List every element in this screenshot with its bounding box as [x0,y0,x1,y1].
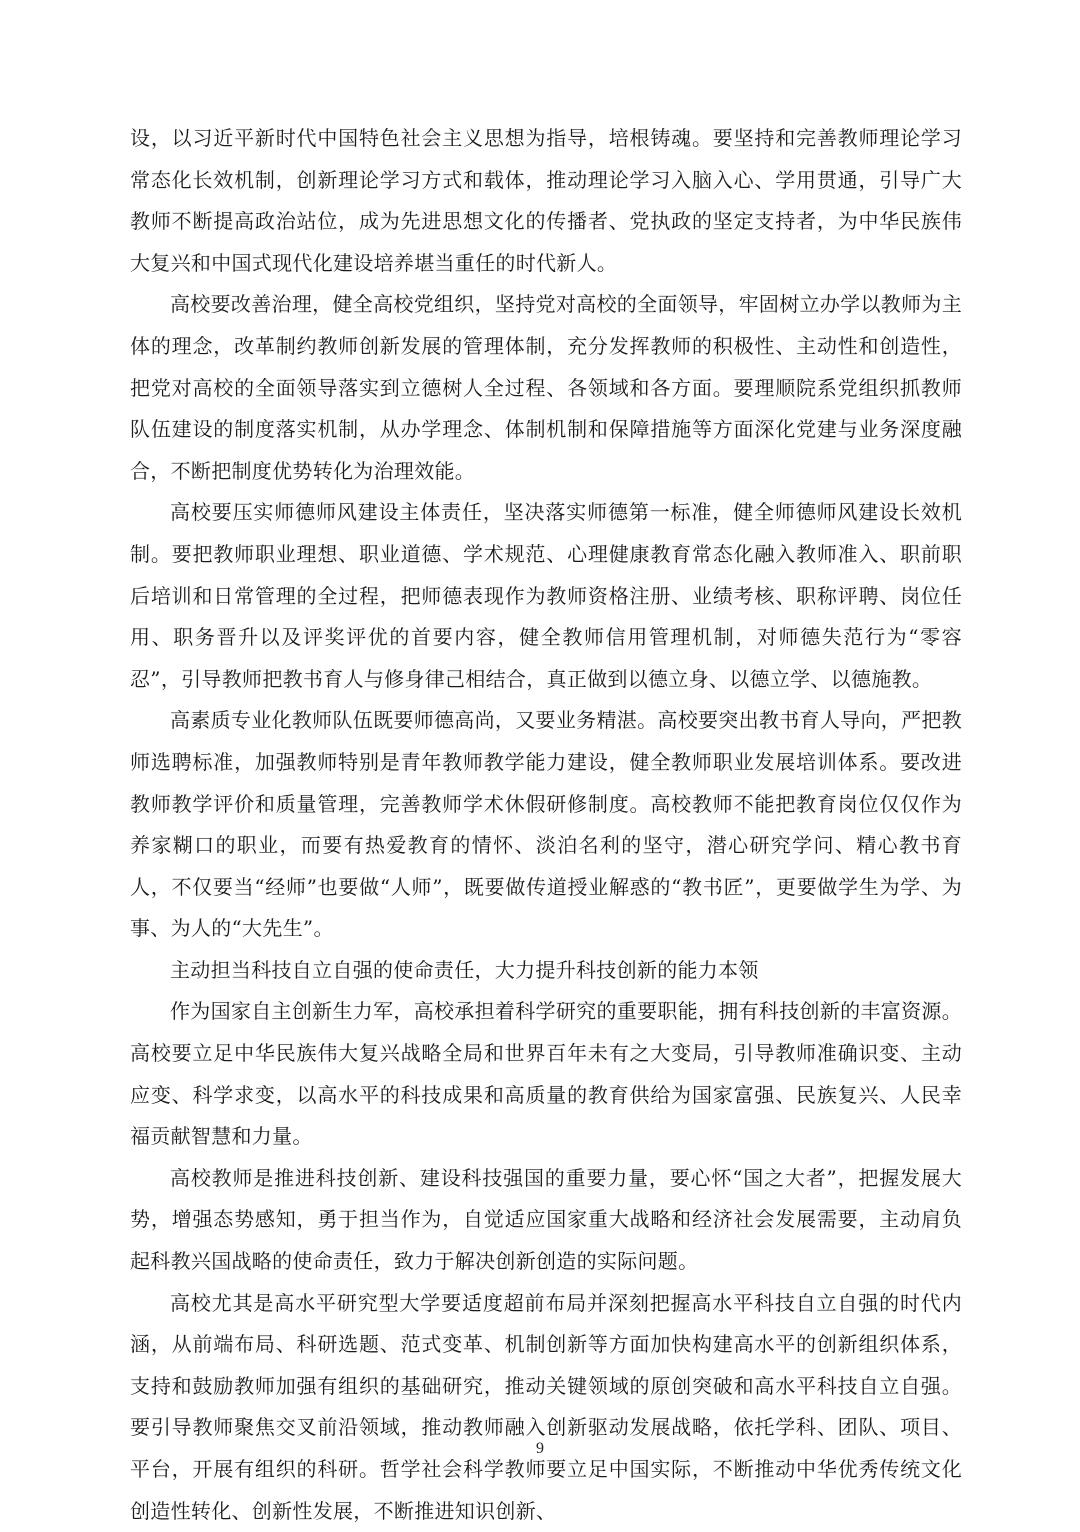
paragraph-tech-power: 高校教师是推进科技创新、建设科技强国的重要力量，要心怀“国之大者”，把握发展大势，增强态势感知，勇于担当作为，自觉适应国家重大战略和经济社会发展需要，主动肩负起科教兴国战略的使命责任，致力于解决创新创造的实际问题。 [130,1165,962,1274]
paragraph-continuation: 设，以习近平新时代中国特色社会主义思想为指导，培根铸魂。要坚持和完善教师理论学习常态化长效机制，创新理论学习方式和载体，推动理论学习入脑入心、学用贯通，引导广大教师不断提高政治站位，成为先进思想文化的传播者、党执政的坚定支持者，为中华民族伟大复兴和中国式现代化建设培养堪当重任的时代新人。 [130,126,962,275]
section-heading: 主动担当科技自立自强的使命责任，大力提升科技创新的能力本领 [170,957,759,982]
paragraph-teacher-ethics: 高校要压实师德师风建设主体责任，坚决落实师德第一标准，健全师德师风建设长效机制。要把教师职业理想、职业道德、学术规范、心理健康教育常态化融入教师准入、职前职后培训和日常管理的全过程，把师德表现作为教师资格注册、业绩考核、职称评聘、岗位任用、职务晋升以及评奖评优的首要内容，健全教师信用管理机制，对师德失范行为“零容忍”，引导教师把教书育人与修身律己相结合，真正做到以德立身、以德立学、以德施教。 [130,500,962,691]
document-body [130,118,962,1532]
paragraph-professional-teachers: 高素质专业化教师队伍既要师德高尚，又要业务精湛。高校要突出教书育人导向，严把教师选聘标准，加强教师特别是青年教师教学能力建设，健全教师职业发展培训体系。要改进教师教学评价和质量管理，完善教师学术休假研修制度。高校教师不能把教育岗位仅仅作为养家糊口的职业，而要有热爱教育的情怀、淡泊名利的坚守，潜心研究学问、精心教书育人，不仅要当“经师”也要做“人师”，既要做传道授业解惑的“教书匠”，更要做学生为学、为事、为人的“大先生”。 [130,708,962,941]
paragraph-research-universities: 高校尤其是高水平研究型大学要适度超前布局并深刻把握高水平科技自立自强的时代内涵，从前端布局、科研选题、范式变革、机制创新等方面加快构建高水平的创新组织体系，支持和鼓励教师加强有组织的基础研究，推动关键领域的原创突破和高水平科技自立自强。要引导教师聚焦交叉前沿领域，推动教师融入创新驱动发展战略，依托学科、团队、项目、平台，开展有组织的科研。哲学社会科学教师要立足中国实际，不断推动中华优秀传统文化创造性转化、创新性发展，不断推进知识创新、 [130,1290,962,1523]
page-number: 9 [536,1440,544,1457]
paragraph-innovation-force: 作为国家自主创新生力军，高校承担着科学研究的重要职能，拥有科技创新的丰富资源。高校要立足中华民族伟大复兴战略全局和世界百年未有之大变局，引导教师准确识变、主动应变、科学求变，以高水平的科技成果和高质量的教育供给为国家富强、民族复兴、人民幸福贡献智慧和力量。 [130,999,962,1149]
paragraph-governance: 高校要改善治理，健全高校党组织，坚持党对高校的全面领导，牢固树立办学以教师为主体的理念，改革制约教师创新发展的管理体制，充分发挥教师的积极性、主动性和创造性，把党对高校的全面领导落实到立德树人全过程、各领域和各方面。要理顺院系党组织抓教师队伍建设的制度落实机制，从办学理念、体制机制和保障措施等方面深化党建与业务深度融合，不断把制度优势转化为治理效能。 [130,292,962,483]
